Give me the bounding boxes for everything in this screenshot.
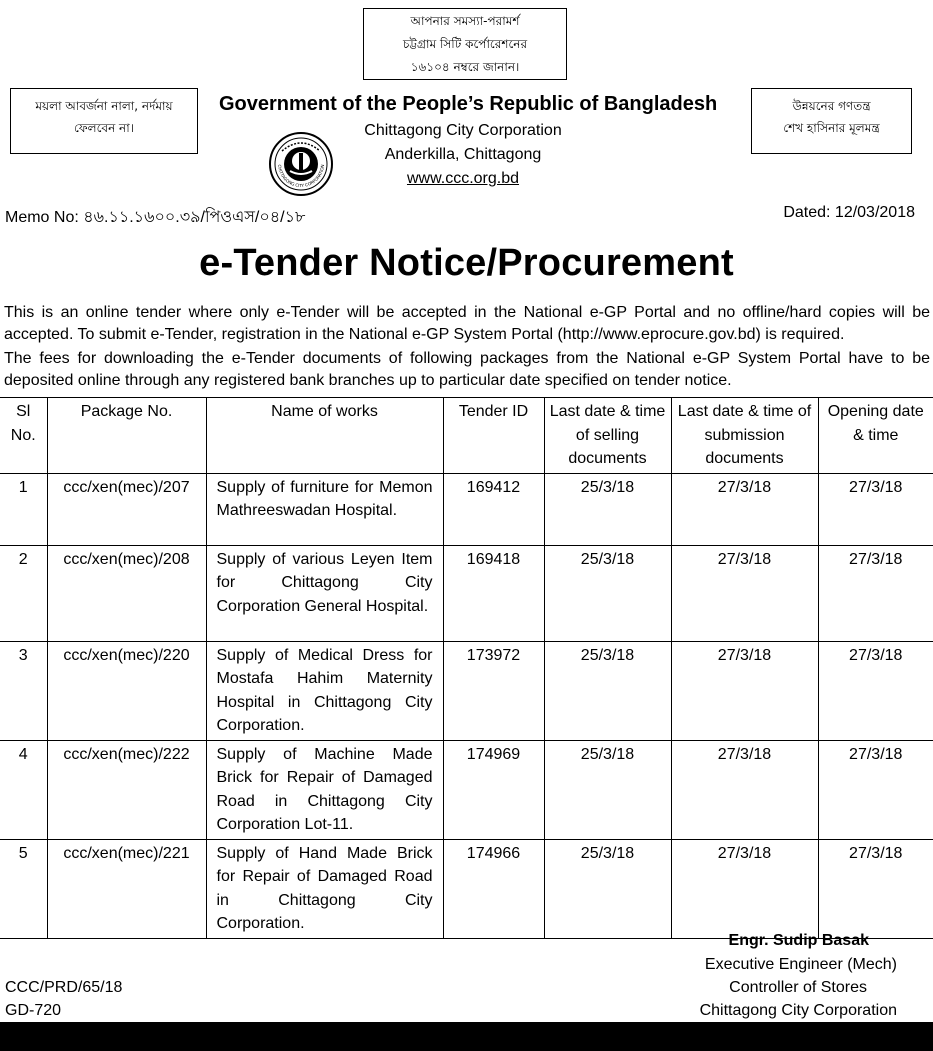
cell-selling-date: 25/3/18 bbox=[544, 641, 671, 740]
reference-number: GD-720 bbox=[5, 1002, 62, 1019]
reference-number: CCC/PRD/65/18 bbox=[5, 979, 123, 996]
cell-tender-id: 173972 bbox=[443, 641, 544, 740]
table-row bbox=[0, 473, 933, 545]
seal-text: CHITTAGONG CITY CORPORATION bbox=[276, 164, 326, 189]
cell-submission-date: 27/3/18 bbox=[671, 839, 818, 938]
right-slogan-line: শেখ হাসিনার মূলমন্ত্র bbox=[783, 121, 880, 135]
cell-submission-date: 27/3/18 bbox=[671, 545, 818, 641]
organization-website-link[interactable]: www.ccc.org.bd bbox=[406, 170, 520, 187]
cell-tender-id: 174969 bbox=[443, 740, 544, 839]
right-slogan-box bbox=[751, 88, 912, 154]
cell-works: Supply of furniture for Memon Mathreeswadan Hospital. bbox=[206, 473, 443, 545]
government-title: Government of the People’s Republic of Bangladesh bbox=[219, 93, 718, 115]
cell-selling-date: 25/3/18 bbox=[544, 473, 671, 545]
cell-package: ccc/xen(mec)/208 bbox=[47, 545, 206, 641]
cell-opening-date: 27/3/18 bbox=[818, 740, 933, 839]
table-row bbox=[0, 740, 933, 839]
tender-table bbox=[0, 397, 933, 939]
intro-paragraph: This is an online tender where only e-Tender will be accepted in the National e-GP Portal and no offline/hard copies will be accepted. To submit e-Tender, registration in the National e-GP System Portal (http://www.eprocure.gov.bd) is required. bbox=[4, 304, 930, 343]
cell-sl: 2 bbox=[0, 545, 47, 641]
cell-sl: 5 bbox=[0, 839, 47, 938]
top-notice-line: আপনার সমস্যা-পরামর্শ bbox=[410, 14, 520, 28]
signatory-organization: Chittagong City Corporation bbox=[699, 1002, 897, 1019]
cell-tender-id: 174966 bbox=[443, 839, 544, 938]
cell-works: Supply of Hand Made Brick for Repair of Damaged Road in Chittagong City Corporation. bbox=[206, 839, 443, 938]
cell-sl: 1 bbox=[0, 473, 47, 545]
city-corporation-seal-icon bbox=[268, 131, 334, 197]
signatory-title: Executive Engineer (Mech) bbox=[704, 956, 897, 973]
table-row bbox=[0, 839, 933, 938]
cell-submission-date: 27/3/18 bbox=[671, 740, 818, 839]
notice-title: e-Tender Notice/Procurement bbox=[199, 242, 734, 284]
cell-package: ccc/xen(mec)/221 bbox=[47, 839, 206, 938]
left-notice-box bbox=[10, 88, 198, 154]
signatory-name: Engr. Sudip Basak bbox=[728, 932, 869, 949]
column-header: Last date & time of submission documents bbox=[671, 398, 818, 474]
cell-tender-id: 169418 bbox=[443, 545, 544, 641]
cell-opening-date: 27/3/18 bbox=[818, 545, 933, 641]
cell-works: Supply of various Leyen Item for Chittagong City Corporation General Hospital. bbox=[206, 545, 443, 641]
cell-opening-date: 27/3/18 bbox=[818, 839, 933, 938]
column-header: Opening date & time bbox=[818, 398, 933, 474]
column-header: Package No. bbox=[47, 398, 206, 474]
cell-selling-date: 25/3/18 bbox=[544, 545, 671, 641]
organization-name: Chittagong City Corporation bbox=[364, 122, 562, 139]
cell-package: ccc/xen(mec)/222 bbox=[47, 740, 206, 839]
cell-submission-date: 27/3/18 bbox=[671, 641, 818, 740]
column-header: Tender ID bbox=[443, 398, 544, 474]
top-notice-line: ১৬১০৪ নম্বরে জানান। bbox=[410, 60, 520, 74]
cell-opening-date: 27/3/18 bbox=[818, 641, 933, 740]
left-notice-line: ময়লা আবর্জনা নালা, নর্দমায় bbox=[35, 99, 173, 113]
table-row bbox=[0, 641, 933, 740]
cell-tender-id: 169412 bbox=[443, 473, 544, 545]
column-header: Last date & time of selling documents bbox=[544, 398, 671, 474]
fees-paragraph: The fees for downloading the e-Tender documents of following packages from the National e-GP System Portal have to be deposited online through any registered bank branches up to particular date specified on tender notice. bbox=[4, 350, 930, 389]
cell-works: Supply of Machine Made Brick for Repair of Damaged Road in Chittagong City Corporation Lot-11. bbox=[206, 740, 443, 839]
left-notice-line: ফেলবেন না। bbox=[74, 121, 134, 135]
cell-submission-date: 27/3/18 bbox=[671, 473, 818, 545]
cell-works: Supply of Medical Dress for Mostafa Hahim Maternity Hospital in Chittagong City Corporation. bbox=[206, 641, 443, 740]
cell-sl: 3 bbox=[0, 641, 47, 740]
column-header: Sl No. bbox=[0, 398, 47, 474]
cell-selling-date: 25/3/18 bbox=[544, 839, 671, 938]
bottom-border-bar bbox=[0, 1022, 933, 1051]
cell-sl: 4 bbox=[0, 740, 47, 839]
top-notice-box bbox=[363, 8, 567, 80]
notice-date: Dated: 12/03/2018 bbox=[783, 204, 915, 221]
cell-selling-date: 25/3/18 bbox=[544, 740, 671, 839]
signatory-department: Controller of Stores bbox=[729, 979, 867, 996]
top-notice-line: চট্টগ্রাম সিটি কর্পোরেশনের bbox=[402, 37, 528, 51]
cell-opening-date: 27/3/18 bbox=[818, 473, 933, 545]
table-row bbox=[0, 545, 933, 641]
cell-package: ccc/xen(mec)/220 bbox=[47, 641, 206, 740]
table-header-row bbox=[0, 398, 933, 474]
column-header: Name of works bbox=[206, 398, 443, 474]
right-slogan-line: উন্নয়নের গণতন্ত্র bbox=[792, 99, 871, 113]
cell-package: ccc/xen(mec)/207 bbox=[47, 473, 206, 545]
organization-address: Anderkilla, Chittagong bbox=[384, 146, 542, 163]
memo-number: Memo No: ৪৬.১১.১৬০০.৩৯/পিওএস/০৪/১৮ bbox=[5, 209, 306, 226]
